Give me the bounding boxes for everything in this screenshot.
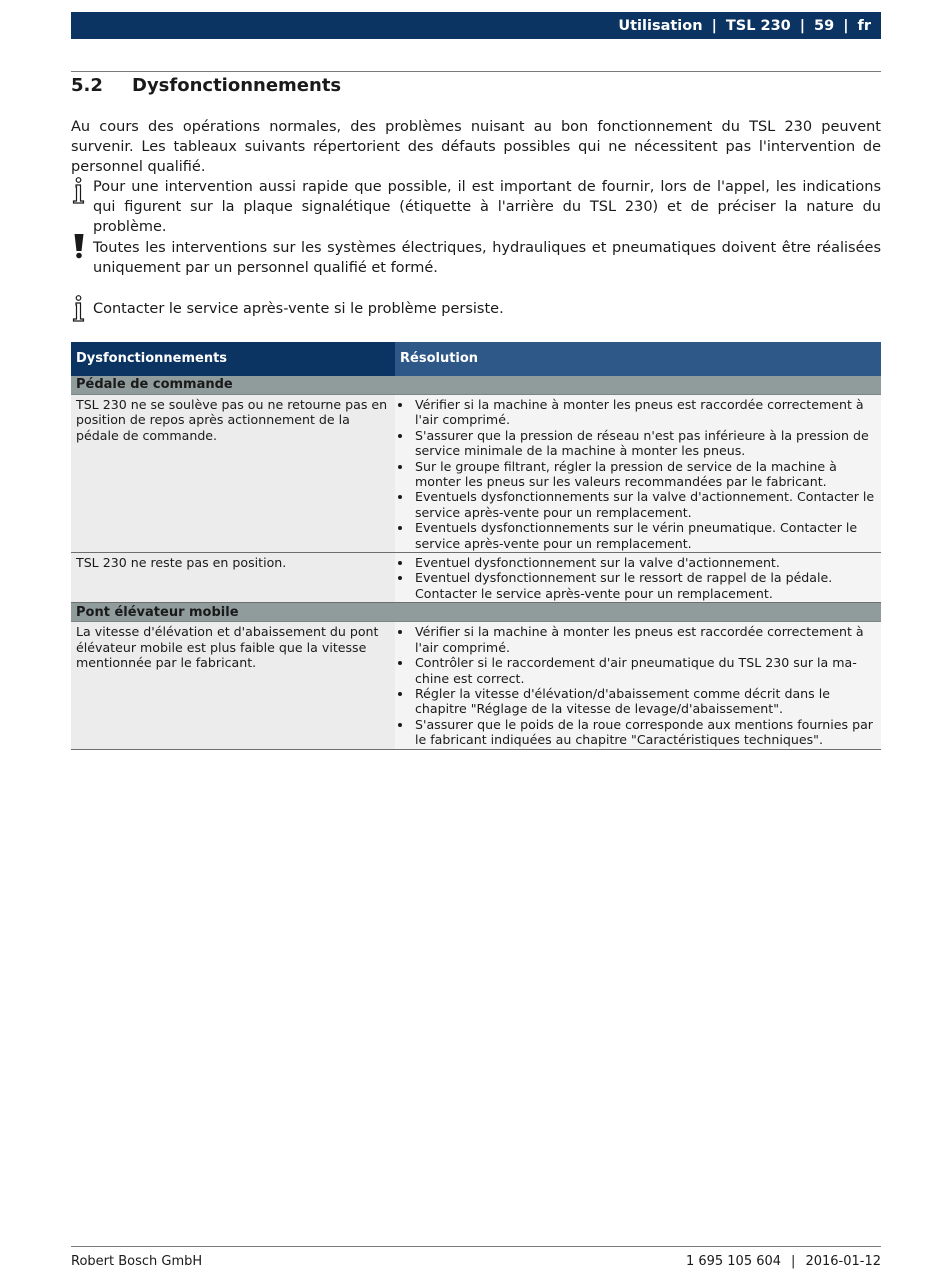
troubleshooting-table [71, 342, 881, 750]
table-row [71, 622, 881, 749]
header-separator: | [711, 17, 717, 34]
header-product: TSL 230 [725, 17, 791, 34]
column-header: Résolution [395, 342, 881, 376]
table-group-row [71, 376, 881, 395]
header-separator: | [843, 17, 849, 34]
fault-cell: TSL 230 ne se soulève pas ou ne retourne pas en position de repos après actionnement de la pédale de commande. [71, 395, 395, 553]
section-rule [71, 71, 881, 72]
group-title: Pont élévateur mobile [71, 603, 881, 622]
footer-document-number: 1 695 105 604 [685, 1254, 782, 1269]
list-item: • Contrôler si le raccordement d'air pneumatique du TSL 230 sur la machine est correct. [413, 655, 876, 686]
footer-rule [71, 1246, 881, 1247]
table-header-row [71, 342, 881, 376]
fault-cell: TSL 230 ne reste pas en position. [71, 553, 395, 603]
resolution-cell [395, 553, 881, 603]
warning-note [71, 238, 881, 278]
fault-cell: La vitesse d'élévation et d'abaissement du pont élévateur mobile est plus faible que la vitesse mentionnée par le fabricant. [71, 622, 395, 749]
info-note [71, 177, 881, 237]
footer-separator: | [791, 1254, 796, 1269]
resolution-list [400, 555, 876, 601]
group-title: Pédale de commande [71, 376, 881, 395]
header-page-number: 59 [814, 17, 835, 34]
table-row [71, 395, 881, 553]
footer-company: Robert Bosch GmbH [71, 1254, 203, 1269]
note-text: Toutes les interventions sur les systèmes électriques, hydrauliques et pneumatiques doivent être réalisées uniquement par un personnel qualifié et formé. [93, 240, 881, 276]
section-number: 5.2 [71, 75, 103, 96]
resolution-cell [395, 395, 881, 553]
list-item: • Vérifier si la machine à monter les pneus est raccordée correctement à l'air comprimé. [413, 624, 876, 655]
list-item: • Vérifier si la machine à monter les pneus est raccordée correctement à l'air comprimé. [413, 397, 876, 428]
list-item: • S'assurer que le poids de la roue corresponde aux mentions fournies par le fabricant indiquées au chapitre "Caractéristiques techniques". [413, 717, 876, 748]
table-group-row [71, 603, 881, 622]
header-section: Utilisation [618, 17, 703, 34]
warning-icon [71, 238, 93, 278]
list-item: • S'assurer que la pression de réseau n'est pas inférieure à la pression de service minimale de la machine à monter les pneus. [413, 428, 876, 459]
header-language: fr [857, 17, 871, 34]
section-heading [71, 75, 341, 96]
list-item: • Eventuel dysfonctionnement sur le ressort de rappel de la pédale. Contacter le service après-vente pour un remplacement. [413, 570, 876, 601]
page-header [71, 12, 881, 39]
list-item: • Régler la vitesse d'élévation/d'abaissement comme décrit dans le chapitre "Réglage de la vitesse de levage/d'abaissement". [413, 686, 876, 717]
info-note [71, 299, 881, 327]
footer-date: 2016-01-12 [805, 1254, 881, 1269]
info-icon [71, 177, 93, 237]
column-header: Dysfonctionnements [71, 342, 395, 376]
section-title: Dysfonctionnements [132, 75, 342, 96]
footer-info [686, 1254, 881, 1269]
list-item: • Eventuels dysfonctionnements sur la valve d'actionnement. Contacter le service après-vente pour un remplacement. [413, 489, 876, 520]
table-row [71, 553, 881, 603]
header-separator: | [799, 17, 806, 34]
resolution-list [400, 397, 876, 551]
list-item: • Eventuel dysfonctionnement sur la valve d'actionnement. [413, 555, 876, 570]
note-text: Contacter le service après-vente si le problème persiste. [93, 301, 504, 317]
resolution-cell [395, 622, 881, 749]
list-item: • Eventuels dysfonctionnements sur le vérin pneumatique. Contacter le service après-vente pour un remplacement. [413, 520, 876, 551]
note-text: Pour une intervention aussi rapide que possible, il est important de fournir, lors de l'appel, les indications qui figurent sur la plaque signalétique (étiquette à l'arrière du TSL 230) et de préciser la nature du problème. [93, 179, 881, 235]
resolution-list [400, 624, 876, 747]
list-item: • Sur le groupe filtrant, régler la pression de service de la machine à monter les pneus sur les valeurs recommandées par le fabricant. [413, 459, 876, 490]
info-icon [71, 299, 93, 327]
intro-paragraph: Au cours des opérations normales, des problèmes nuisant au bon fonctionnement du TSL 230 peuvent survenir. Les tableaux suivants répertorient des défauts possibles qui ne nécessitent pas l'intervention de personnel qualifié. [71, 119, 881, 175]
